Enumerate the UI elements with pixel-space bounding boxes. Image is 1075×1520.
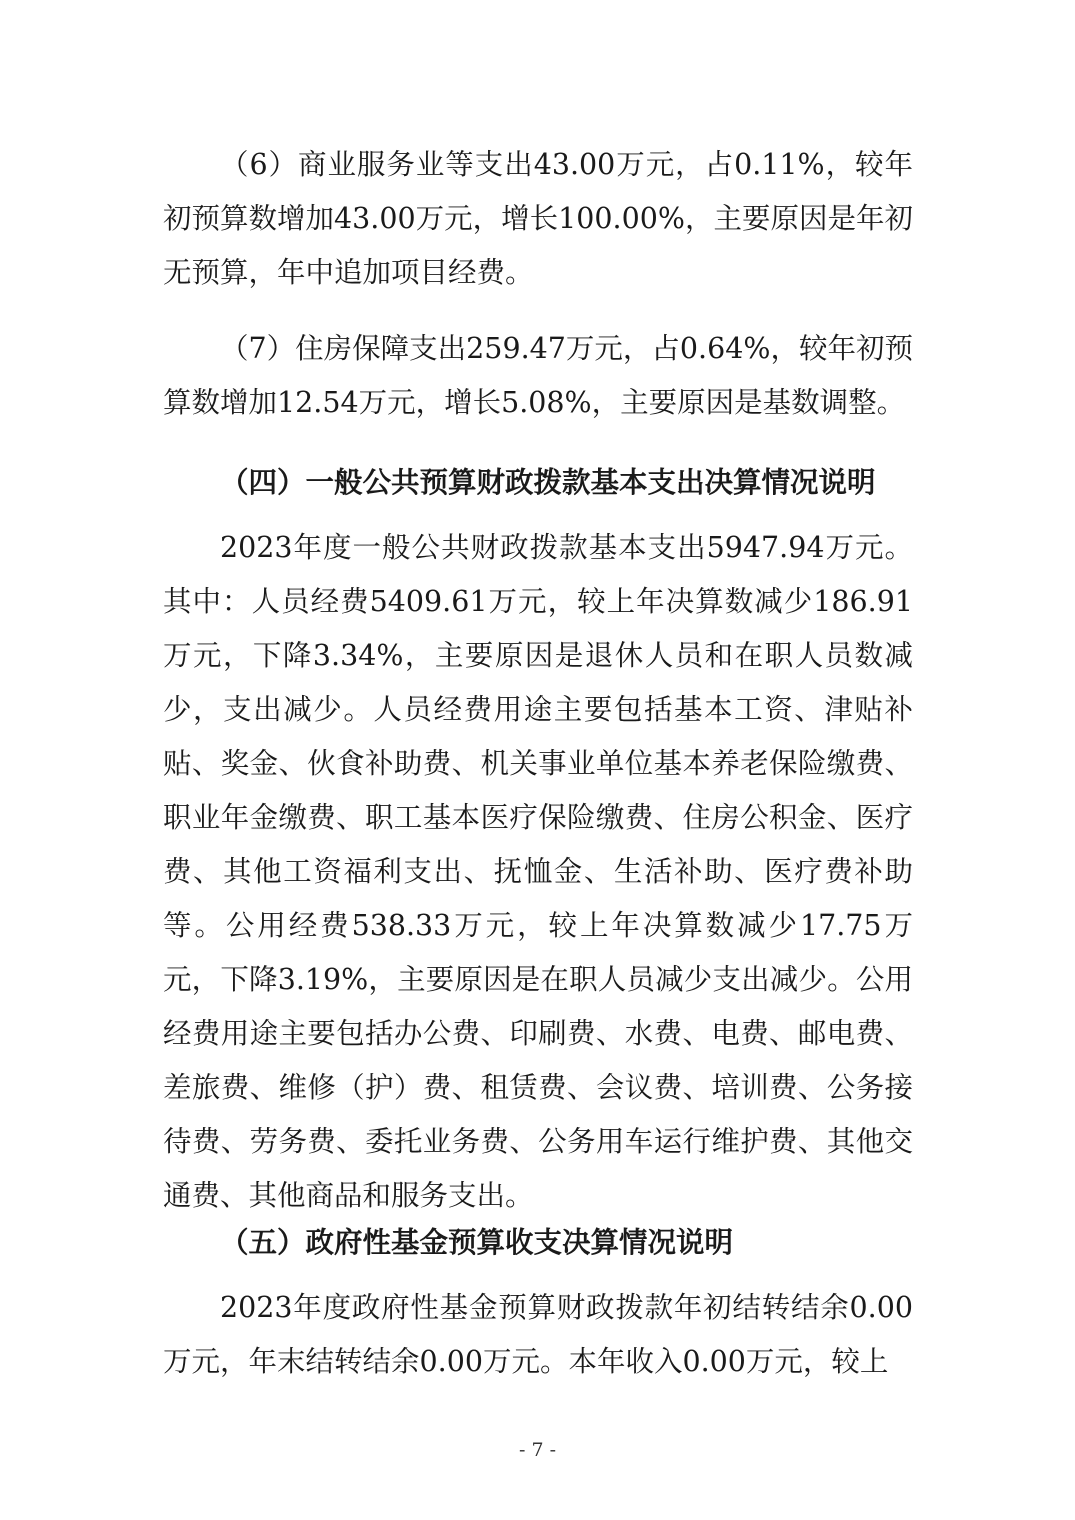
section-heading-government-fund: （五）政府性基金预算收支决算情况说明	[220, 1226, 734, 1259]
paragraph-basic-expenditure: 2023年度一般公共财政拨款基本支出5947.94万元。其中：人员经费5409.61万元，较上年决算数减少186.91万元，下降3.34%，主要原因是退休人员和在职人员数减少，支出减少。人员经费用途主要包括基本工资、津贴补贴、奖金、伙食补助费、机关事业单位基本养老保险缴费、职业年金缴费、职工基本医疗保险缴费、住房公积金、医疗费、其他工资福利支出、抚恤金、生活补助、医疗费补助等。公用经费538.33万元，较上年决算数减少17.75万元，下降3.19%，主要原因是在职人员减少支出减少。公用经费用途主要包括办公费、印刷费、水费、电费、邮电费、差旅费、维修（护）费、租赁费、会议费、培训费、公务接待费、劳务费、委托业务费、公务用车运行维护费、其他交通费、其他商品和服务支出。	[163, 531, 913, 1212]
section-heading-basic-expenditure: （四）一般公共预算财政拨款基本支出决算情况说明	[220, 466, 876, 499]
paragraph-commercial-services-expense: （6）商业服务业等支出43.00万元，占0.11%，较年初预算数增加43.00万元，增长100.00%，主要原因是年初无预算，年中追加项目经费。	[163, 148, 913, 289]
paragraph-housing-security-expense: （7）住房保障支出259.47万元，占0.64%，较年初预算数增加12.54万元，增长5.08%，主要原因是基数调整。	[163, 332, 913, 419]
page-number: - 7 -	[518, 1439, 556, 1461]
paragraph-government-fund-budget: 2023年度政府性基金预算财政拨款年初结转结余0.00万元，年末结转结余0.00万元。本年收入0.00万元，较上	[163, 1291, 913, 1378]
